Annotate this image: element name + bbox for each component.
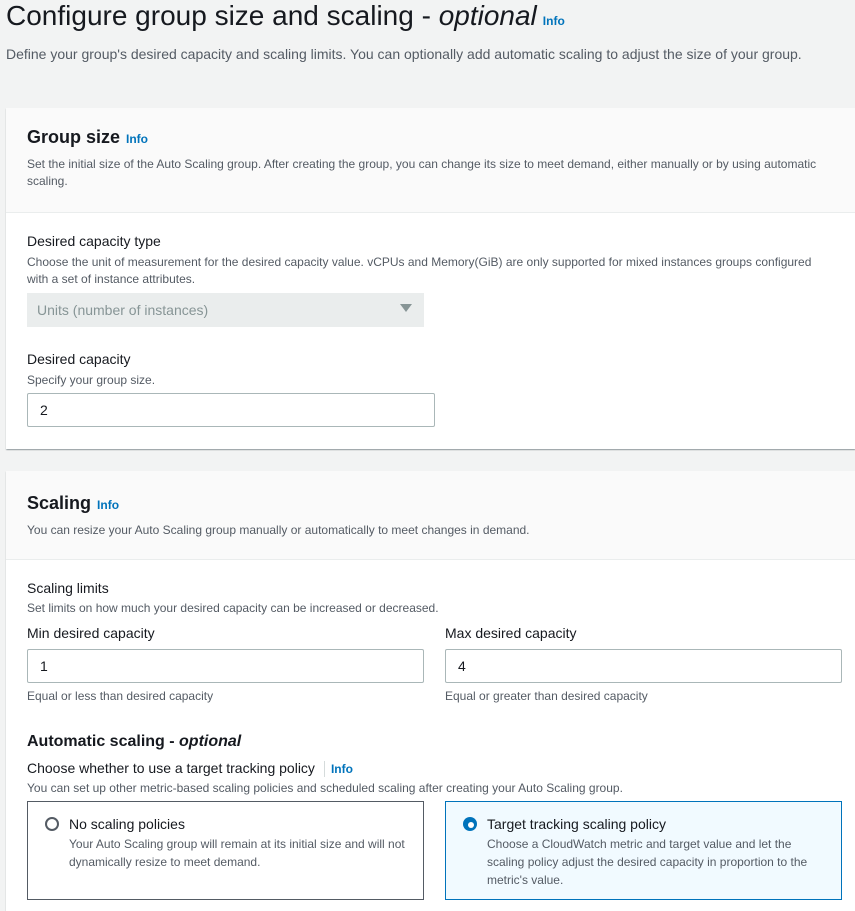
max-capacity-hint: Equal or greater than desired capacity	[445, 689, 648, 703]
max-capacity-input[interactable]	[445, 649, 842, 683]
min-capacity-label: Min desired capacity	[27, 625, 155, 641]
no-scaling-radio[interactable]	[45, 817, 59, 831]
capacity-type-select[interactable]	[27, 293, 424, 327]
automatic-scaling-question: Choose whether to use a target tracking policy Info	[27, 760, 353, 776]
scaling-panel	[6, 471, 855, 911]
group-size-info-link[interactable]: Info	[126, 132, 149, 146]
no-scaling-policies-option[interactable]	[27, 801, 424, 900]
no-scaling-label: No scaling policies	[69, 816, 185, 832]
automatic-scaling-description: You can set up other metric-based scaling policies and scheduled scaling after creating your Auto Scaling group.	[27, 781, 623, 795]
automatic-scaling-info-link[interactable]: Info	[330, 762, 353, 776]
automatic-scaling-title: Automatic scaling - optional	[27, 733, 242, 750]
target-tracking-radio[interactable]	[463, 817, 477, 831]
min-capacity-hint: Equal or less than desired capacity	[27, 689, 214, 703]
scaling-info-link[interactable]: Info	[97, 498, 120, 512]
scaling-limits-label: Scaling limits	[27, 580, 109, 596]
target-tracking-label: Target tracking scaling policy	[487, 816, 666, 832]
page-info-link[interactable]: Info	[542, 14, 565, 28]
max-capacity-value: 4	[458, 658, 466, 674]
target-tracking-option[interactable]	[445, 801, 842, 900]
group-size-description: Set the initial size of the Auto Scaling group. After creating the group, you can change its size to meet demand, either manually or by using automatic scaling.	[27, 157, 817, 188]
divider	[324, 761, 325, 777]
no-scaling-description: Your Auto Scaling group will remain at its initial size and will not dynamically resize to meet demand.	[69, 837, 405, 869]
scaling-header	[6, 471, 855, 560]
scaling-title: Scaling Info	[27, 493, 120, 513]
page-description: Define your group's desired capacity and scaling limits. You can optionally add automatic scaling to adjust the size of your group.	[6, 46, 802, 62]
page-title: Configure group size and scaling - optional Info	[6, 0, 565, 31]
target-tracking-description: Choose a CloudWatch metric and target value and let the scaling policy adjust the desired capacity in proportion to the metric's value.	[487, 837, 808, 887]
page-header	[6, 0, 851, 66]
desired-capacity-description: Specify your group size.	[27, 373, 156, 387]
scaling-description: You can resize your Auto Scaling group manually or automatically to meet changes in demand.	[27, 523, 530, 537]
desired-capacity-value: 2	[40, 402, 48, 418]
desired-capacity-label: Desired capacity	[27, 351, 131, 367]
desired-capacity-input[interactable]	[27, 393, 435, 427]
group-size-panel	[6, 108, 855, 449]
capacity-type-value: Units (number of instances)	[37, 302, 209, 318]
capacity-type-label: Desired capacity type	[27, 233, 161, 249]
min-capacity-input[interactable]	[27, 649, 424, 683]
group-size-header	[6, 108, 855, 213]
scaling-limits-description: Set limits on how much your desired capacity can be increased or decreased.	[27, 601, 439, 615]
min-capacity-value: 1	[40, 658, 48, 674]
group-size-title: Group size Info	[27, 127, 149, 147]
capacity-type-description: Choose the unit of measurement for the desired capacity value. vCPUs and Memory(GiB) are only supported for mixed instances groups configured with a set of instance attributes.	[27, 255, 812, 286]
max-capacity-label: Max desired capacity	[445, 625, 577, 641]
chevron-down-icon	[400, 304, 412, 312]
